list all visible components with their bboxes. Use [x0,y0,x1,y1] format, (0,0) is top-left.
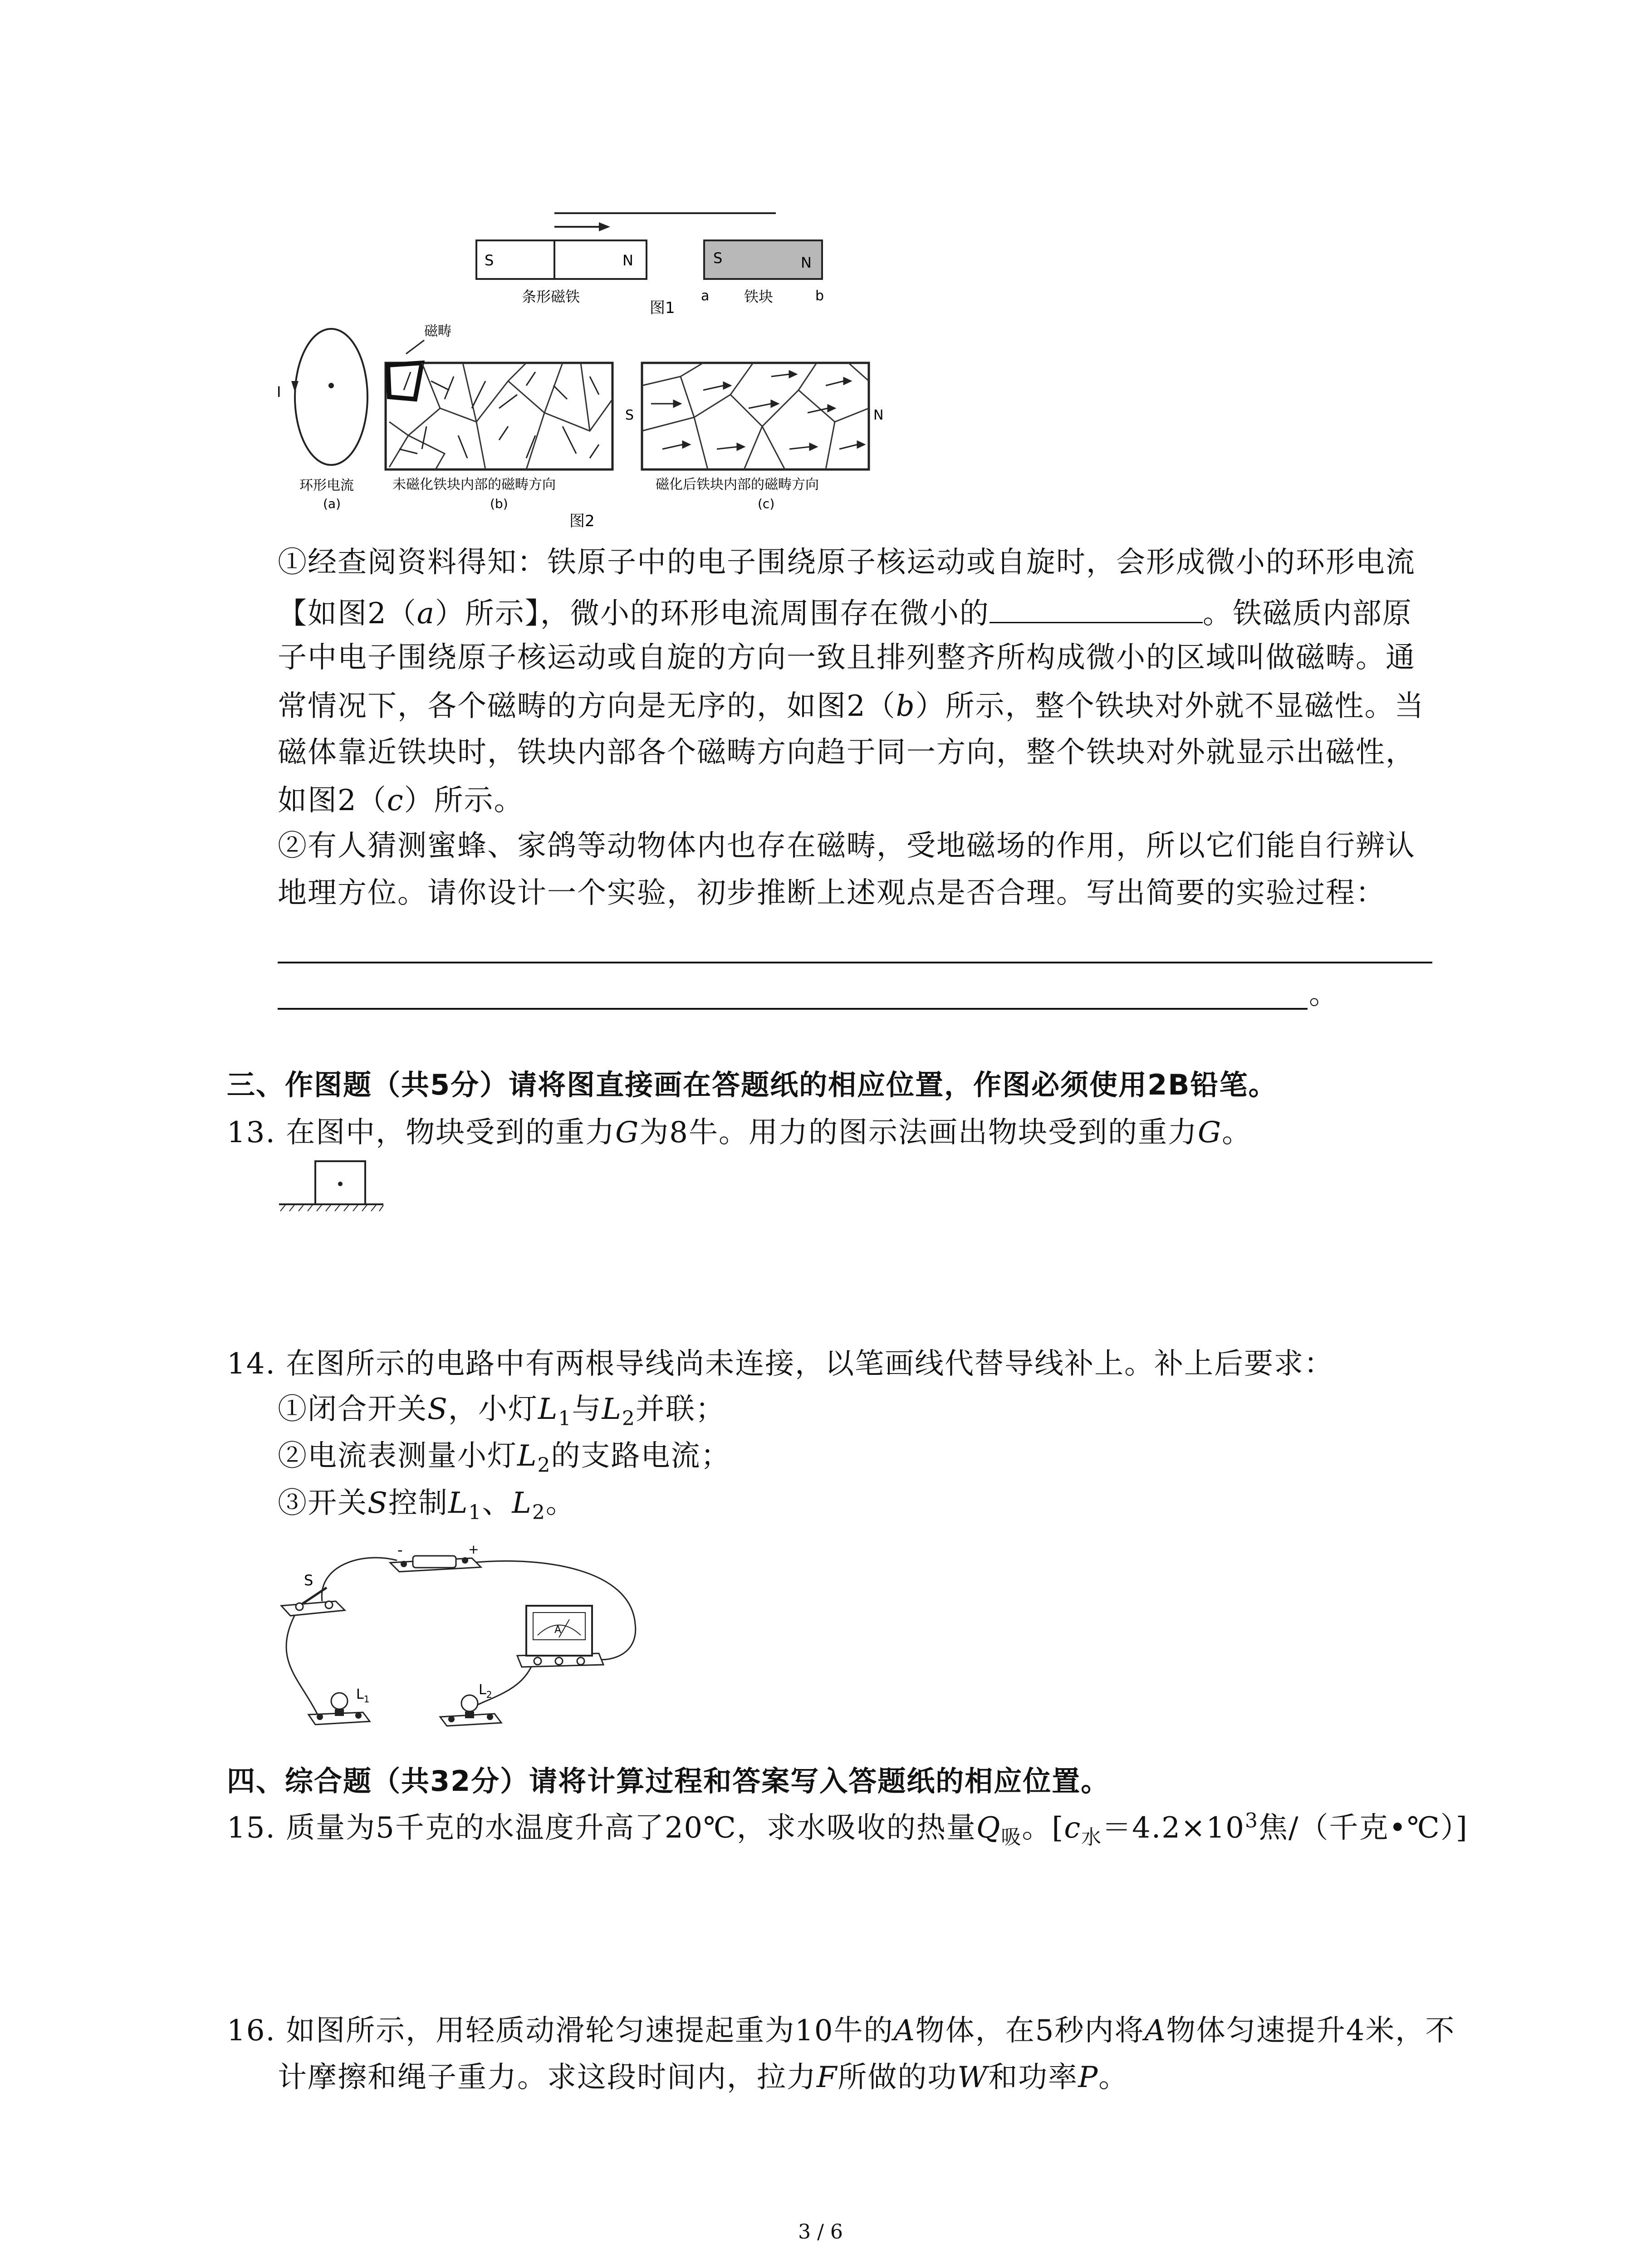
q14-req-2-a: ②电流表测量小灯 [278,1439,517,1473]
fig2c-s-label: S [625,407,634,423]
domain-label: 磁畴 [424,323,451,339]
q14-req-3-c: 、 [482,1486,512,1520]
magnet-s-label: S [485,252,494,269]
q15-text [227,1809,1468,1849]
q16-line-2-d: 。 [1098,2061,1129,2094]
q16-line-1-b: 物体，在5秒内将 [915,2014,1145,2048]
q12-line-6-a: 如图2（ [278,784,387,817]
block-center [338,1182,343,1186]
q16-line-1-a: 如图所示，用轻质动滑轮匀速提起重为10牛的 [286,2014,894,2048]
q15-text-a: 质量为5千克的水温度升高了20℃，求水吸收的热量 [286,1811,976,1845]
q14-number: 14. [227,1347,276,1381]
fig2a-caption: 环形电流 [299,478,354,494]
q12-line-8: 地理方位。请你设计一个实验，初步推断上述观点是否合理。写出简要的实验过程： [278,876,1386,910]
switch [281,1588,345,1616]
q12-line-4-a: 常情况下，各个磁畴的方向是无序的，如图2（ [278,689,896,723]
battery-minus-label: - [397,1542,403,1559]
current-label: I [277,383,281,401]
q14-req-1 [278,1393,725,1430]
fig2c-tag: (c) [758,496,775,511]
q14-text-body: 在图所示的电路中有两根导线尚未连接，以笔画线代替导线补上。补上后要求： [286,1347,1334,1381]
q14-req-2-l: L [517,1439,538,1473]
q12-line-4-italic: b [896,689,916,723]
q14-req-1-l1: L [538,1393,558,1426]
wire-switch-battery [322,1558,397,1601]
q14-req-1-c: 与 [572,1393,602,1426]
q16-line-2 [278,2063,1128,2092]
q15-var-c: c [1064,1811,1082,1845]
q16-line-2-b: 所做的功 [838,2061,958,2094]
q15-number: 15. [227,1811,276,1845]
q12-line-2-italic: a [416,597,435,631]
figure-1 [454,200,862,318]
q12-line-1: ①经查阅资料得知：铁原子中的电子围绕原子核运动或自旋时，会形成微小的环形电流 [278,546,1416,579]
q14-req-3-sub1: 1 [468,1501,482,1524]
q14-req-1-d: 并联； [635,1393,725,1426]
q15-sup: 3 [1245,1809,1259,1833]
q14-req-2-b: 的支路电流； [551,1439,731,1473]
q14-req-1-s: S [427,1393,448,1426]
section-4-heading: 四、综合题（共32分）请将计算过程和答案写入答题纸的相应位置。 [227,1765,1110,1798]
q14-req-1-sub1: 1 [558,1407,572,1430]
q12-end-mark: 。 [1309,978,1339,1011]
q16-var-w: W [957,2061,989,2094]
q16-var-p: P [1078,2061,1099,2094]
figure-2-label: 图2 [569,512,595,530]
q12-line-3: 子中电子围绕原子核运动或自旋的方向一致且排列整齐所构成微小的区域叫做磁畴。通 [278,641,1416,675]
wire-switch-l1 [286,1615,318,1715]
q12-line-6 [278,786,524,815]
q14-circuit-figure [272,1542,658,1742]
q13-text-b: 为8牛。用力的图示法画出物块受到的重力 [639,1116,1198,1149]
current-loop [295,329,367,465]
q12-line-7: ②有人猜测蜜蜂、家鸽等动物体内也存在磁畴，受地磁场的作用，所以它们能自行辨认 [278,829,1416,863]
lamp-l2 [440,1695,501,1726]
q15-var-q: Q [976,1811,1001,1845]
iron-b-label: b [815,288,824,304]
q12-line-2 [278,596,1412,631]
q13-var-g: G [615,1116,640,1149]
page-number: 3 / 6 [798,2220,843,2244]
iron-caption: 铁块 [744,288,774,305]
fig2a-tag: (a) [323,496,341,511]
q16-line-1 [227,2014,1455,2048]
q12-line-6-italic: c [387,784,404,817]
q15-sub-q: 吸 [1001,1825,1022,1849]
q14-req-3-a: ③开关 [278,1486,367,1520]
q14-req-3-b: 控制 [388,1486,448,1520]
q16-var-f: F [817,2061,838,2094]
q16-line-2-c: 和功率 [988,2061,1078,2094]
q14-req-2 [278,1439,731,1477]
switch-label: S [304,1572,314,1589]
q16-var-a1: A [893,2014,916,2048]
fig2c-n-label: N [873,407,884,423]
q14-req-3 [278,1486,576,1524]
q14-req-1-a: ①闭合开关 [278,1393,427,1426]
q14-req-3-d: 。 [545,1486,576,1520]
q12-line-4 [278,689,1425,723]
battery [390,1556,481,1572]
q15-text-d: 焦/（千克•℃）] [1259,1811,1468,1845]
q15-text-b: 。[ [1022,1811,1064,1845]
magnet-caption: 条形磁铁 [522,288,580,305]
q12-answer-line-2[interactable] [278,1008,1308,1010]
magnet-n-label: N [622,252,633,269]
q12-answer-blank[interactable] [989,596,1203,623]
figure-1-label: 图1 [650,299,675,317]
q14-req-1-b: ，小灯 [448,1393,538,1426]
q14-req-3-sub2: 2 [532,1501,546,1524]
magnetized-block [642,363,869,469]
q15-sub-c: 水 [1081,1825,1102,1849]
q12-line-5: 磁体靠近铁块时，铁块内部各个磁畴方向趋于同一方向，整个铁块对外就显示出磁性， [278,736,1416,769]
q12-line-2-b: ）所示】，微小的环形电流周围存在微小的 [435,597,989,631]
section-3-heading: 三、作图题（共5分）请将图直接画在答题纸的相应位置，作图必须使用2B铅笔。 [227,1068,1278,1101]
fig2b-caption: 未磁化铁块内部的磁畴方向 [392,477,556,493]
ammeter [517,1606,603,1667]
q12-answer-line-1[interactable] [278,962,1432,963]
q16-line-2-a: 计摩擦和绳子重力。求这段时间内，拉力 [278,2061,817,2094]
q16-line-1-c: 物体匀速提升4米，不 [1166,2014,1455,2048]
q13-text-a: 在图中，物块受到的重力 [286,1116,616,1149]
q12-line-4-b: ）所示，整个铁块对外就不显磁性。当 [915,689,1425,723]
q14-req-1-l2: L [602,1393,622,1426]
q13-text [227,1118,1252,1147]
q13-text-c: 。 [1222,1116,1252,1149]
iron-a-label: a [701,288,710,304]
q13-number: 13. [227,1116,276,1149]
q14-req-3-s: S [367,1486,388,1520]
iron-s-label: S [713,249,723,267]
lamp-l1-label: $L_1$ [356,1686,370,1705]
q14-req-1-sub2: 2 [622,1407,636,1430]
q14-req-3-l2: L [512,1486,532,1520]
q13-block-figure [277,1159,386,1222]
q14-req-2-sub: 2 [537,1453,551,1477]
ammeter-label: A [554,1624,562,1636]
q16-number: 16. [227,2014,276,2048]
q15-text-c: ＝4.2×10 [1102,1811,1245,1845]
battery-plus-label: + [468,1542,479,1557]
q16-var-a2: A [1144,2014,1166,2048]
q13-var-g2: G [1197,1116,1222,1149]
fig2b-tag: (b) [490,496,508,511]
fig2c-caption: 磁化后铁块内部的磁畴方向 [656,477,819,493]
bar-magnet [476,240,647,279]
lamp-l2-label: $L_2$ [479,1682,492,1700]
q12-line-2-c: 。铁磁质内部原 [1202,597,1412,631]
iron-n-label: N [801,254,812,271]
q12-line-6-b: ）所示。 [404,784,524,817]
q14-text [227,1347,1334,1381]
q12-line-2-a: 【如图2（ [278,597,417,631]
figure-2 [272,318,907,535]
q14-req-3-l1: L [448,1486,469,1520]
